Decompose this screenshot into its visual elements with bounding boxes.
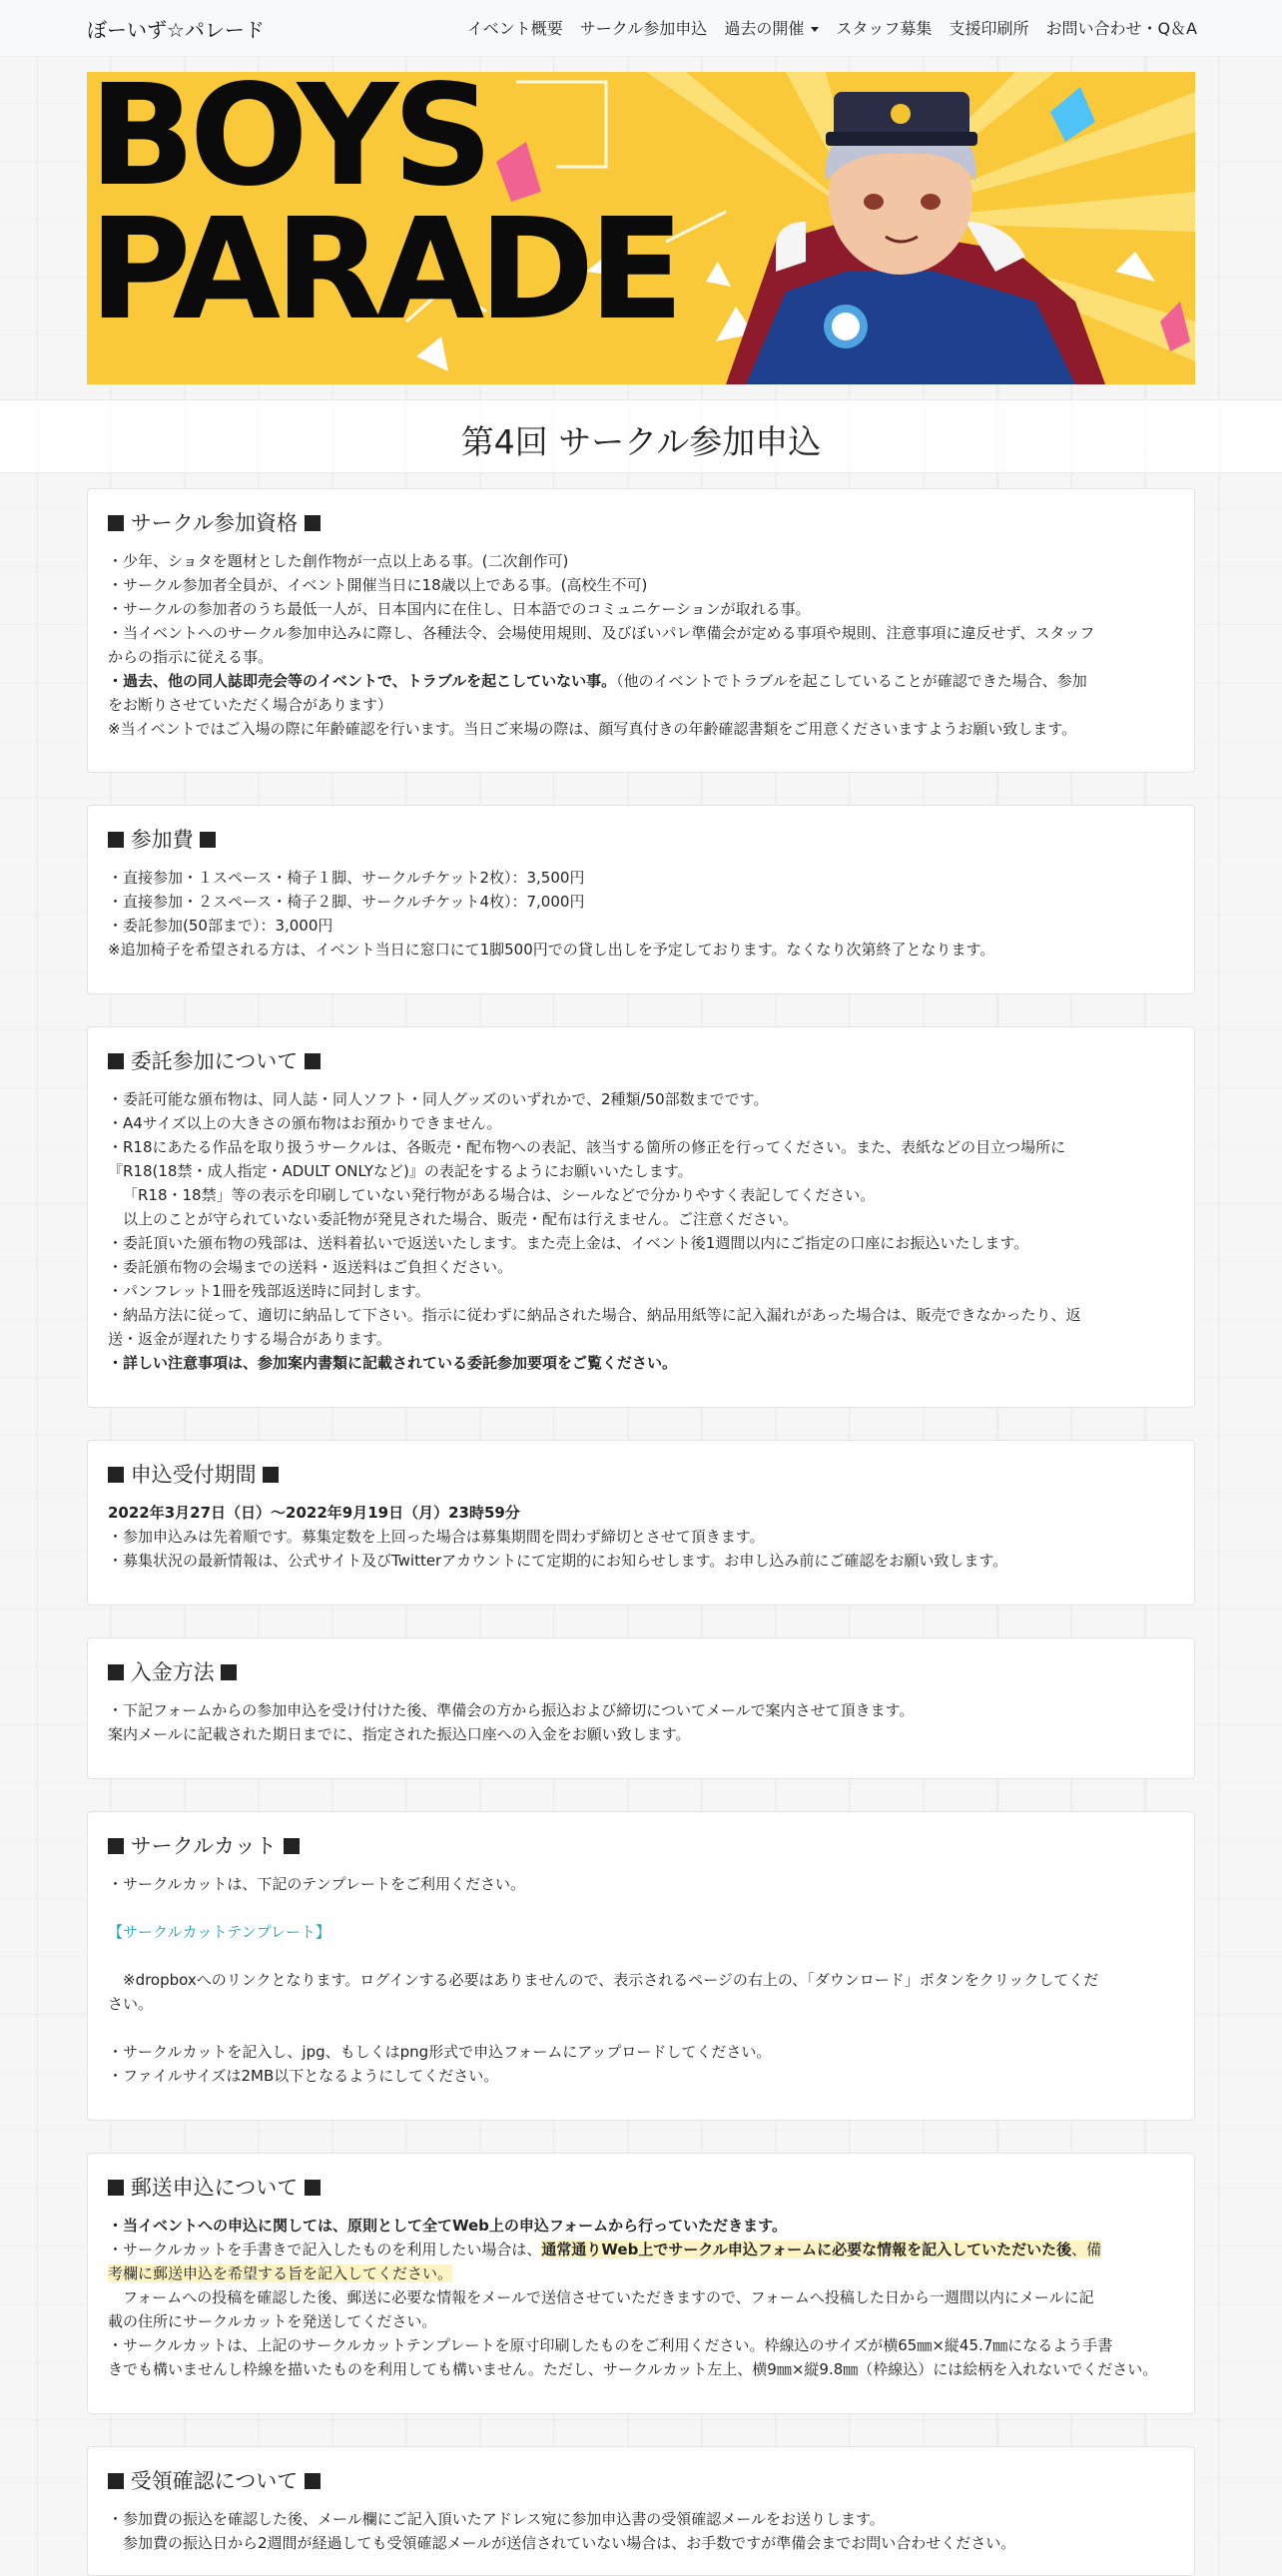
text-line: ・当イベントへの申込に関しては、原則として全てWeb上の申込フォームから行っていただきます。 (108, 2217, 787, 2235)
site-brand[interactable]: ぼーいず☆パレード (87, 18, 265, 42)
section-title-text: 受領確認について (130, 2469, 299, 2493)
hero-logo-line1: BOYS (89, 72, 487, 218)
square-icon (221, 1664, 237, 1680)
text-line: ・サークル参加者全員が、イベント開催当日に18歳以上である事。(高校生不可) (108, 576, 648, 594)
text-line: 案内メールに記載された期日までに、指定された振込口座への入金をお願い致します。 (108, 1725, 691, 1743)
section-title (108, 826, 1174, 854)
square-icon (305, 2180, 320, 2196)
highlighted-text: 考欄に郵送申込を希望する旨を記入してください。 (108, 2264, 453, 2282)
text-line: ・直接参加・１スペース・椅子１脚、サークルチケット2枚）：3,500円 (108, 869, 585, 887)
nav-event-overview[interactable]: イベント概要 (466, 19, 563, 38)
text-line: ※追加椅子を希望される方は、イベント当日に窓口にて1脚500円での貸し出しを予定しております。なくなり次第終了となります。 (108, 941, 995, 959)
text-line: ・委託頂いた頒布物の残部は、送料着払いで返送いたします。また売上金は、イベント後1週間以内にご指定の口座にお振込いたします。 (108, 1234, 1029, 1252)
section-title (108, 1047, 1174, 1075)
navbar (0, 0, 1282, 57)
square-icon (108, 832, 124, 848)
circle-cut-template-link[interactable]: 【サークルカットテンプレート】 (108, 1923, 331, 1941)
spacer (108, 1896, 1174, 1920)
text-line: ・当イベントへのサークル参加申込みに際し、各種法令、会場使用規則、及びぼいパレ準備会が定める事項や規則、注意事項に違反せず、スタッフ (108, 624, 1095, 642)
text-line: をお断りさせていただく場合があります） (108, 696, 393, 714)
text-line: ・詳しい注意事項は、参加案内書類に記載されている委託参加要項をご覧ください。 (108, 1354, 678, 1372)
section-title-text: 委託参加について (130, 1049, 299, 1073)
square-icon (263, 1467, 279, 1483)
section-title-text: サークルカット (130, 1834, 277, 1858)
text-line: きでも構いませんし枠線を描いたものを利用しても構いません。ただし、サークルカット左上、横9㎜×縦9.8㎜（枠線込）には絵柄を入れないでください。 (108, 2360, 1158, 2378)
hero-logo-line2: PARADE (89, 189, 679, 351)
hero-logo (87, 72, 679, 384)
page-title: 第4回 サークル参加申込 (460, 422, 822, 461)
square-icon (108, 2473, 124, 2489)
section-circle-cut (87, 1811, 1195, 2121)
text-line: ・参加申込みは先着順です。募集定数を上回った場合は募集期間を問わず締切とさせて頂きます。 (108, 1528, 765, 1546)
text-line: 送・返金が遅れたりする場合があります。 (108, 1330, 391, 1348)
text-line (108, 669, 1174, 693)
spacer (108, 2016, 1174, 2040)
square-icon (108, 1838, 124, 1854)
text-line: 以上のことが守られていない委託物が発見された場合、販売・配布は行えません。ご注意ください。 (123, 1210, 798, 1228)
text-line: ※当イベントではご入場の際に年齢確認を行います。当日ご来場の際は、顔写真付きの年齢確認書類をご用意くださいますようお願い致します。 (108, 720, 1077, 738)
section-title (108, 2467, 1174, 2495)
text-line: さい。 (108, 1995, 154, 2013)
square-icon (305, 1053, 320, 1069)
caret-down-icon (811, 27, 819, 32)
section-payment-method (87, 1637, 1195, 1779)
section-title-text: 郵送申込について (130, 2176, 299, 2200)
nav-past-events-label: 過去の開催 (724, 19, 805, 38)
text-line: ※dropboxへのリンクとなります。ログインする必要はありませんので、表示されるページの右上の、「ダウンロード」ボタンをクリックしてくだ (123, 1971, 1099, 1989)
highlighted-text: 、備 (1071, 2241, 1102, 2258)
text-line: ・A4サイズ以上の大きさの頒布物はお預かりできません。 (108, 1114, 502, 1132)
text-line (108, 2261, 1174, 2285)
text-line: ・納品方法に従って、適切に納品して下さい。指示に従わずに納品された場合、納品用紙等に記入漏れがあった場合は、販売できなかったり、返 (108, 1306, 1081, 1324)
text-line: ・サークルの参加者のうち最低一人が、日本国内に在住し、日本語でのコミュニケーションが取れる事。 (108, 600, 811, 618)
square-icon (108, 2180, 124, 2196)
text-line: フォームへの投稿を確認した後、郵送に必要な情報をメールで送信させていただきますので、フォームへ投稿した日から一週間以内にメールに記 (123, 2288, 1094, 2306)
main-nav (467, 16, 1197, 39)
section-application-period (87, 1440, 1195, 1606)
section-title-text: 入金方法 (130, 1660, 215, 1684)
section-eligibility (87, 488, 1195, 773)
nav-printers[interactable]: 支援印刷所 (949, 19, 1029, 38)
text-line: ・委託可能な頒布物は、同人誌・同人ソフト・同人グッズのいずれかで、2種類/50部数までです。 (108, 1090, 769, 1108)
square-icon (108, 1664, 124, 1680)
text-line: からの指示に従える事。 (108, 648, 274, 666)
text-line: ・参加費の振込を確認した後、メール欄にご記入頂いたアドレス宛に参加申込書の受領確認メールをお送りします。 (108, 2510, 885, 2528)
section-title (108, 509, 1174, 537)
text-line: ・ファイルサイズは2MB以下となるようにしてください。 (108, 2067, 499, 2085)
text-line: ・パンフレット1冊を残部返送時に同封します。 (108, 1282, 430, 1300)
square-icon (305, 2473, 320, 2489)
text-line: ・サークルカットは、上記のサークルカットテンプレートを原寸印刷したものをご利用ください。枠線込のサイズが横65㎜×縦45.7㎜になるよう手書 (108, 2336, 1113, 2354)
section-receipt-confirmation (87, 2446, 1195, 2576)
text-line: ・少年、ショタを題材とした創作物が一点以上ある事。(二次創作可) (108, 552, 569, 570)
section-title (108, 1658, 1174, 1686)
text-line: 「R18・18禁」等の表示を印刷していない発行物がある場合は、シールなどで分かりやすく表記してください。 (123, 1186, 876, 1204)
section-title (108, 2174, 1174, 2202)
text-line: 『R18(18禁・成人指定・ADULT ONLYなど)』の表記をするようにお願いいたします。 (108, 1162, 693, 1180)
section-title-text: サークル参加資格 (130, 511, 299, 535)
text-line: 参加費の振込日から2週間が経過しても受領確認メールが送信されていない場合は、お手数ですが準備会までお問い合わせください。 (123, 2534, 1016, 2552)
text-line: ・直接参加・２スペース・椅子２脚、サークルチケット4枚）：7,000円 (108, 893, 585, 911)
square-icon (108, 1053, 124, 1069)
text-line: ・下記フォームからの参加申込を受け付けた後、準備会の方から振込および締切についてメールで案内させて頂きます。 (108, 1701, 915, 1719)
square-icon (108, 515, 124, 531)
nav-staff-recruit[interactable]: スタッフ募集 (836, 19, 933, 38)
square-icon (200, 832, 216, 848)
text-line: ・サークルカットは、下記のテンプレートをご利用ください。 (108, 1875, 526, 1893)
section-title (108, 1832, 1174, 1860)
text-line (108, 1920, 1174, 1944)
square-icon (108, 1467, 124, 1483)
text-line (108, 2238, 1174, 2261)
period-dates: 2022年3月27日（日）～2022年9月19日（月）23時59分 (108, 1504, 520, 1522)
title-band (0, 399, 1282, 473)
section-title-text: 参加費 (130, 828, 194, 852)
square-icon (284, 1838, 300, 1854)
square-icon (305, 515, 320, 531)
nav-contact-qa[interactable]: お問い合わせ・Q＆A (1045, 19, 1197, 38)
spacer (108, 1944, 1174, 1968)
section-fees (87, 805, 1195, 994)
section-title (108, 1461, 1174, 1489)
text-line: ・委託参加(50部まで）：3,000円 (108, 917, 333, 935)
section-postal-application (87, 2153, 1195, 2414)
nav-past-events-dropdown[interactable] (724, 16, 819, 39)
text-line: ・R18にあたる作品を取り扱うサークルは、各販売・配布物への表記、該当する箇所の修正を行ってください。また、表紙などの目立つ場所に (108, 1138, 1066, 1156)
nav-circle-application[interactable]: サークル参加申込 (579, 19, 708, 38)
text-line: 載の住所にサークルカットを発送してください。 (108, 2312, 437, 2330)
section-consignment (87, 1026, 1195, 1408)
hero-banner (87, 72, 1195, 384)
section-title-text: 申込受付期間 (130, 1463, 257, 1487)
text-line: ・サークルカットを記入し、jpg、もしくはpng形式で申込フォームにアップロードしてください。 (108, 2043, 772, 2061)
text-line: ・委託頒布物の会場までの送料・返送料はご負担ください。 (108, 1258, 513, 1276)
highlighted-text: 通常通りWeb上でサークル申込フォームに必要な情報を記入していただいた後 (541, 2241, 1072, 2258)
text-line: ・募集状況の最新情報は、公式サイト及びTwitterアカウントにて定期的にお知らせします。お申し込み前にご確認をお願い致します。 (108, 1552, 1008, 1570)
bold-text: ・過去、他の同人誌即売会等のイベントで、トラブルを起こしていない事。 (108, 672, 617, 690)
text-segment: ・サークルカットを手書きで記入したものを利用したい場合は、 (108, 2241, 542, 2258)
text-segment: （他のイベントでトラブルを起こしていることが確認できた場合、参加 (616, 672, 1087, 690)
